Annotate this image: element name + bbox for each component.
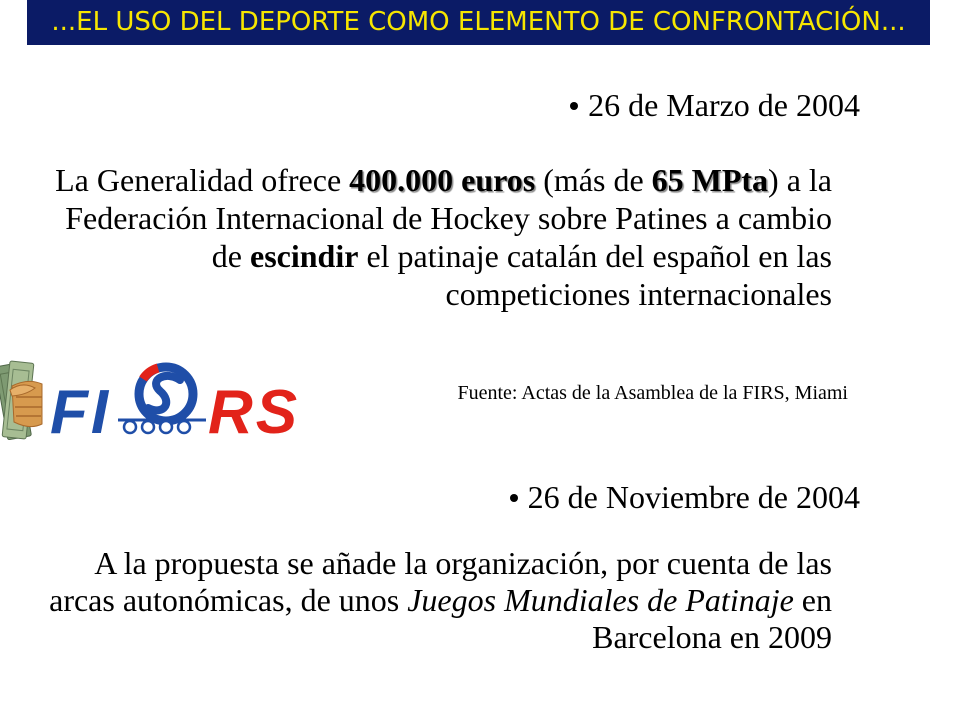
event1-description bbox=[55, 161, 832, 313]
description-text: de bbox=[211, 238, 250, 274]
description-line bbox=[49, 582, 832, 619]
description-line: Federación Internacional de Hockey sobre Patines a cambio bbox=[65, 200, 832, 236]
firs-emblem-icon bbox=[118, 367, 206, 433]
highlighted-verb: escindir bbox=[250, 238, 359, 274]
description-text: (más de bbox=[535, 162, 652, 198]
description-line bbox=[55, 161, 832, 199]
source-citation: Fuente: Actas de la Asamblea de la FIRS, Miami bbox=[457, 382, 848, 404]
event2-date-line bbox=[510, 478, 860, 516]
title-banner bbox=[27, 0, 930, 45]
firs-logo bbox=[0, 360, 320, 450]
description-text: arcas autonómicas, de unos bbox=[49, 582, 408, 618]
description-text: La Generalidad ofrece bbox=[55, 162, 350, 198]
event1-date: 26 de Marzo de 2004 bbox=[588, 87, 860, 123]
event-name: Juegos Mundiales de Patinaje bbox=[407, 582, 794, 618]
description-text: en bbox=[793, 582, 832, 618]
bullet-icon bbox=[510, 494, 518, 502]
description-line: A la propuesta se añade la organización, por cuenta de las bbox=[94, 545, 832, 581]
amount-euros: 400.000 euros bbox=[349, 162, 536, 198]
money-hand-icon bbox=[0, 361, 42, 440]
description-text: el patinaje catalán del español en las bbox=[358, 238, 832, 274]
description-text: ) a la bbox=[768, 162, 832, 198]
event2-description bbox=[49, 545, 832, 656]
description-line: Barcelona en 2009 bbox=[592, 619, 832, 655]
event2-date: 26 de Noviembre de 2004 bbox=[527, 479, 860, 515]
event1-date-line bbox=[570, 86, 860, 124]
logo-text-left: FI bbox=[50, 378, 112, 447]
amount-pesetas: 65 MPta bbox=[651, 162, 769, 198]
bullet-icon bbox=[570, 102, 578, 110]
logo-text-right: RS bbox=[208, 378, 301, 447]
description-line: competiciones internacionales bbox=[445, 276, 832, 312]
description-line bbox=[55, 237, 832, 275]
slide-title: ...EL USO DEL DEPORTE COMO ELEMENTO DE CONFRONTACIÓN... bbox=[51, 7, 906, 37]
